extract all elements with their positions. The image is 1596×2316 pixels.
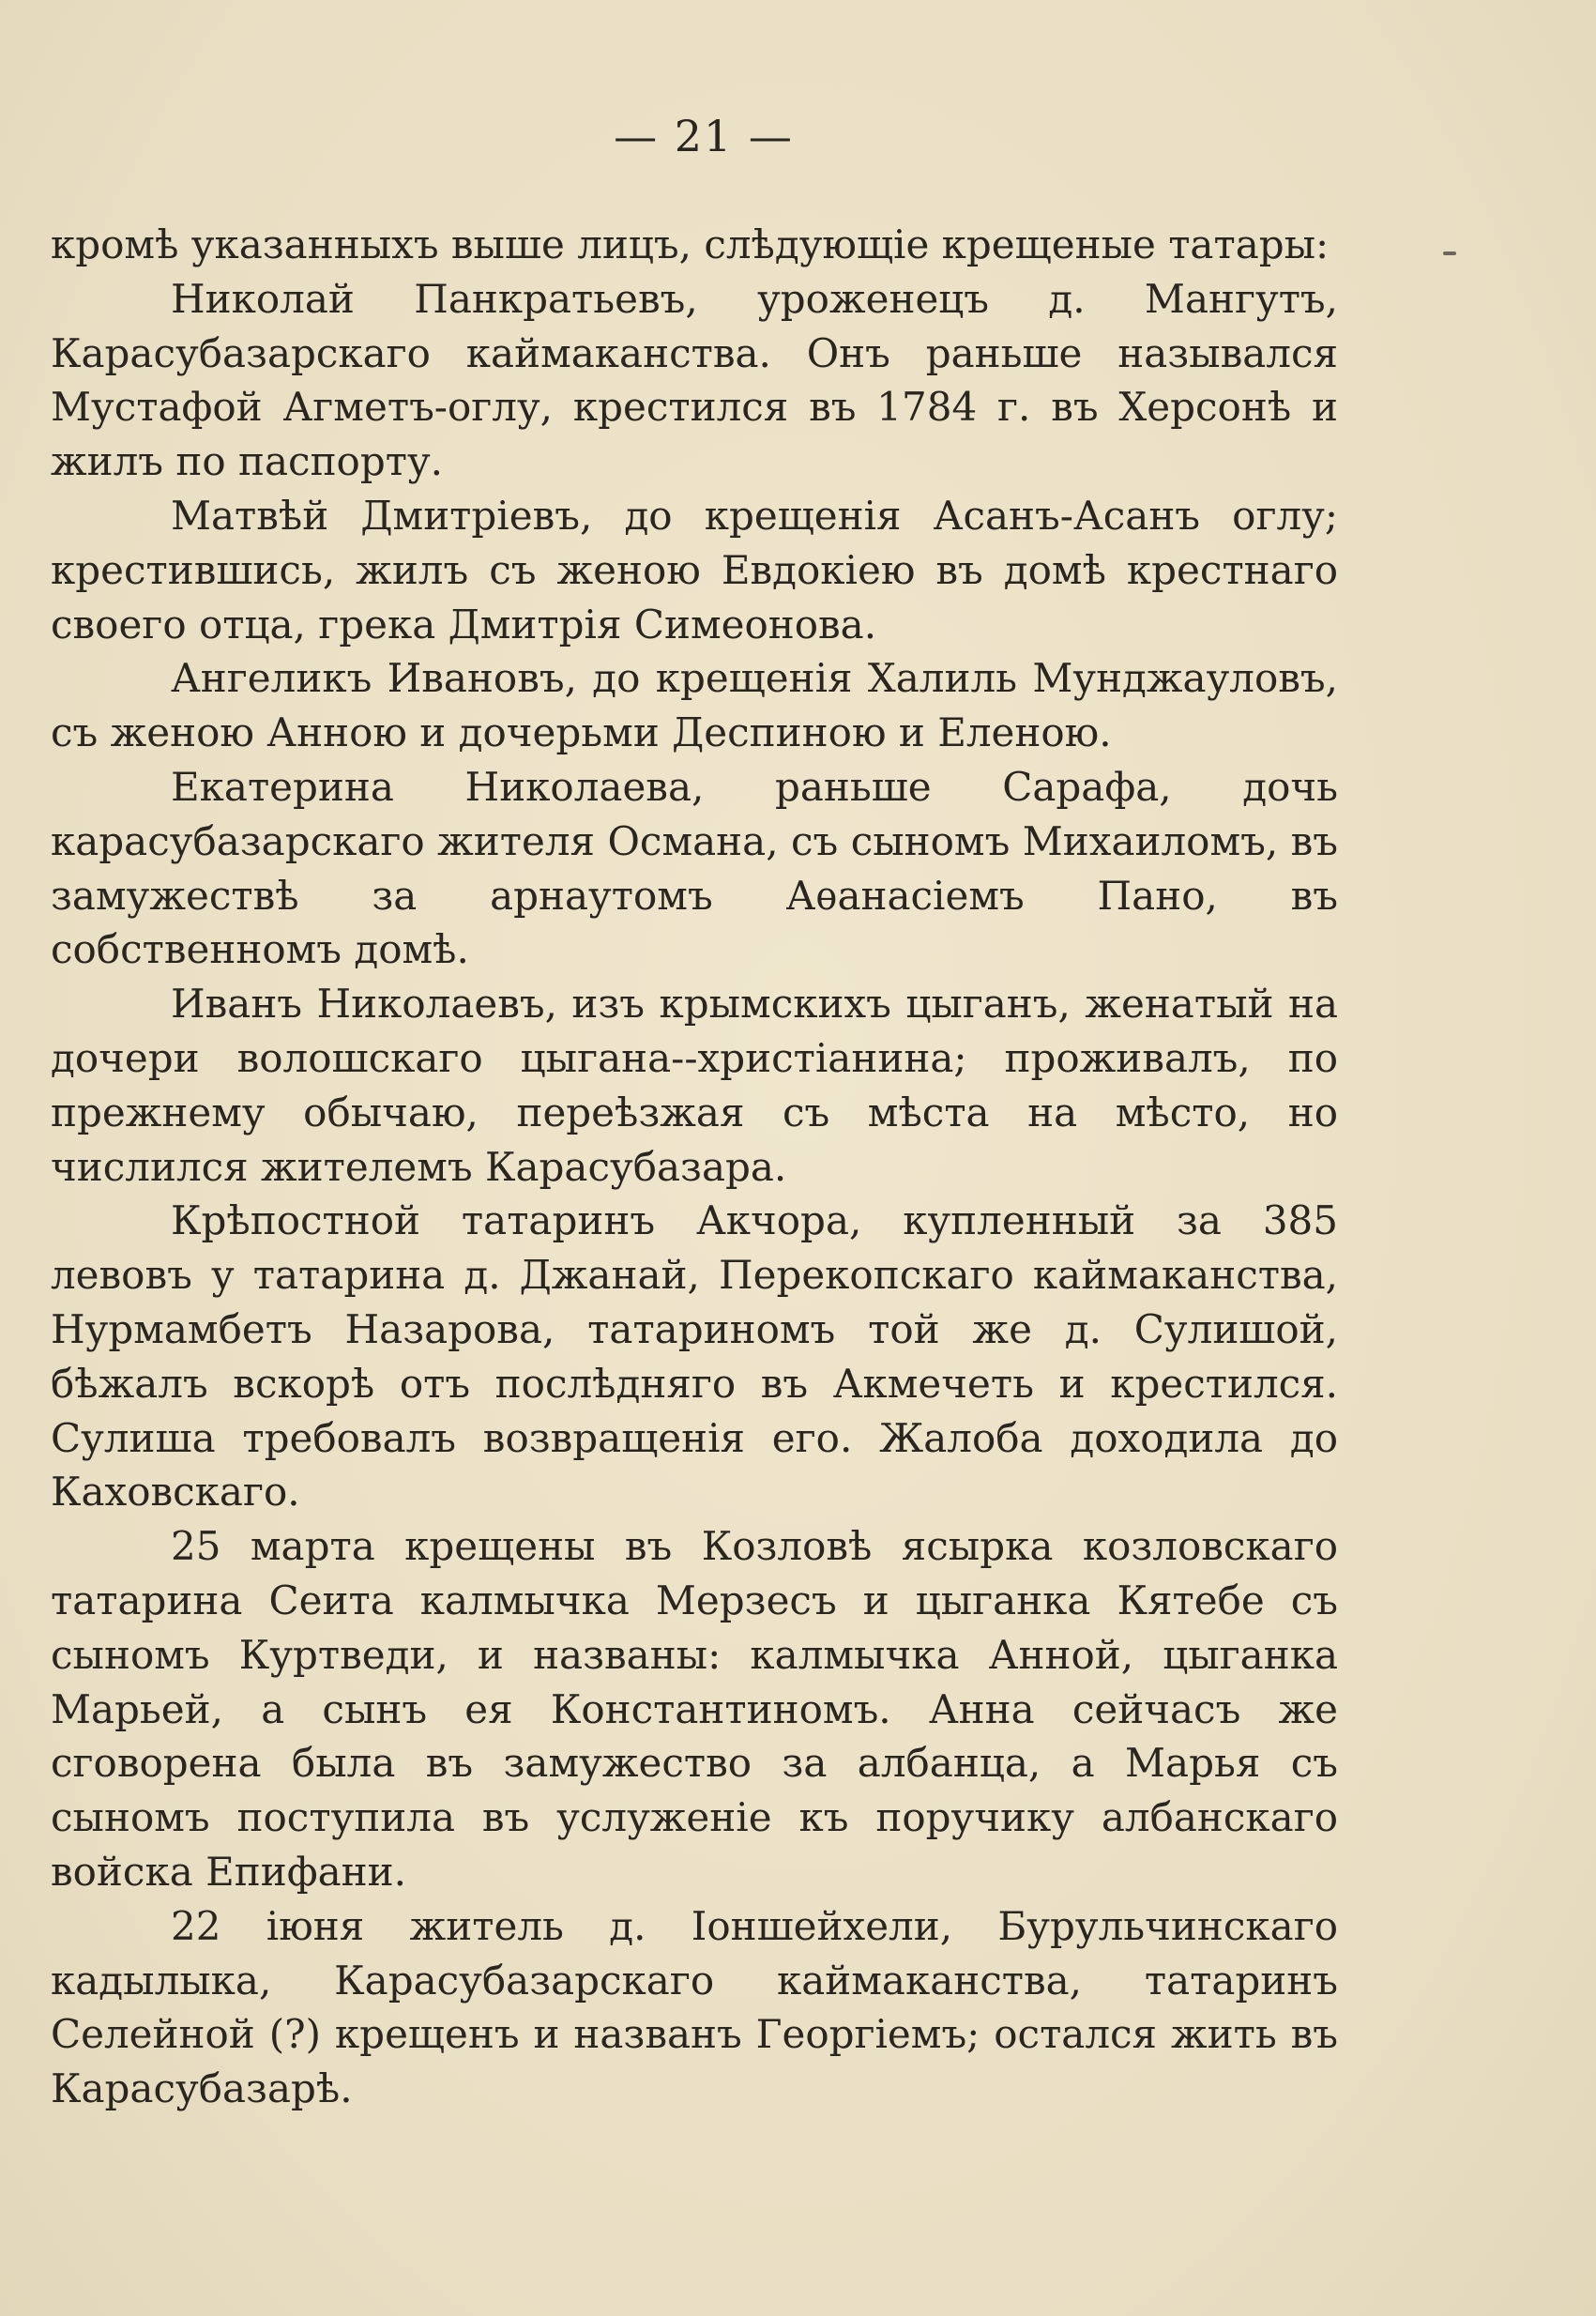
paragraph-matvei-dmitriev: Матвѣй Дмитріевъ, до крещенія Асанъ-Асанъ оглу; крестившись, жилъ съ женою Евдокіею въ домѣ крестнаго своего отца, грека Дмитрія Симеонова. <box>51 492 1338 648</box>
paragraph-ekaterina-nikolaeva: Екатерина Николаева, раньше Сарафа, дочь карасубазарскаго жителя Османа, съ сыномъ Михаиломъ, въ замужествѣ за арнаутомъ Аѳанасіемъ Пано, въ собственномъ домѣ. <box>51 763 1338 973</box>
paragraph-ivan-nikolaev: Иванъ Николаевъ, изъ крымскихъ цыганъ, женатый на дочери волошскаго цыгана--христіанина; проживалъ, по прежнему обычаю, переѣзжая съ мѣста на мѣсто, но числился жителемъ Карасубазара. <box>51 981 1338 1190</box>
page-number: — 21 — <box>614 111 794 161</box>
paragraph-continuation: кромѣ указанныхъ выше лицъ, слѣдующіе крещеные татары: <box>51 221 1330 267</box>
paragraph-akchora: Крѣпостной татаринъ Акчора, купленный за 385 левовъ у татарина д. Джанай, Перекопскаго каймаканства, Нурмамбетъ Назарова, татариномъ той же д. Сулишой, бѣжалъ вскорѣ отъ послѣдняго въ Акмечеть и крестился. Сулиша требовалъ возвращенія его. Жалоба доходила до Каховскаго. <box>51 1197 1338 1516</box>
paragraph-march-25: 25 марта крещены въ Козловѣ ясырка козловскаго татарина Сеита калмычка Мерзесъ и цыганка Кятебе съ сыномъ Куртведи, и названы: калмычка Анной, цыганка Марьей, а сынъ ея Константиномъ. Анна сейчасъ же сговорена была въ замужество за албанца, а Марья съ сыномъ поступила въ услуженіе къ поручику албанскаго войска Епифани. <box>51 1523 1338 1895</box>
body-text <box>51 218 1338 2116</box>
ink-speck <box>1443 251 1456 255</box>
paragraph-june-22: 22 іюня житель д. Іоншейхели, Бурульчинскаго кадылыка, Карасубазарскаго каймаканства, татаринъ Селейной (?) крещенъ и названъ Георгіемъ; остался жить въ Карасубазарѣ. <box>51 1902 1338 2112</box>
paragraph-angelik-ivanov: Ангеликъ Ивановъ, до крещенія Халиль Мунджауловъ, съ женою Анною и дочерьми Деспиною и Еленою. <box>51 655 1338 756</box>
paragraph-nikolai-pankratyev: Николай Панкратьевъ, уроженецъ д. Мангутъ, Карасубазарскаго каймаканства. Онъ раньше назывался Мустафой Агметъ-оглу, крестился въ 1784 г. въ Херсонѣ и жилъ по паспорту. <box>51 275 1338 485</box>
